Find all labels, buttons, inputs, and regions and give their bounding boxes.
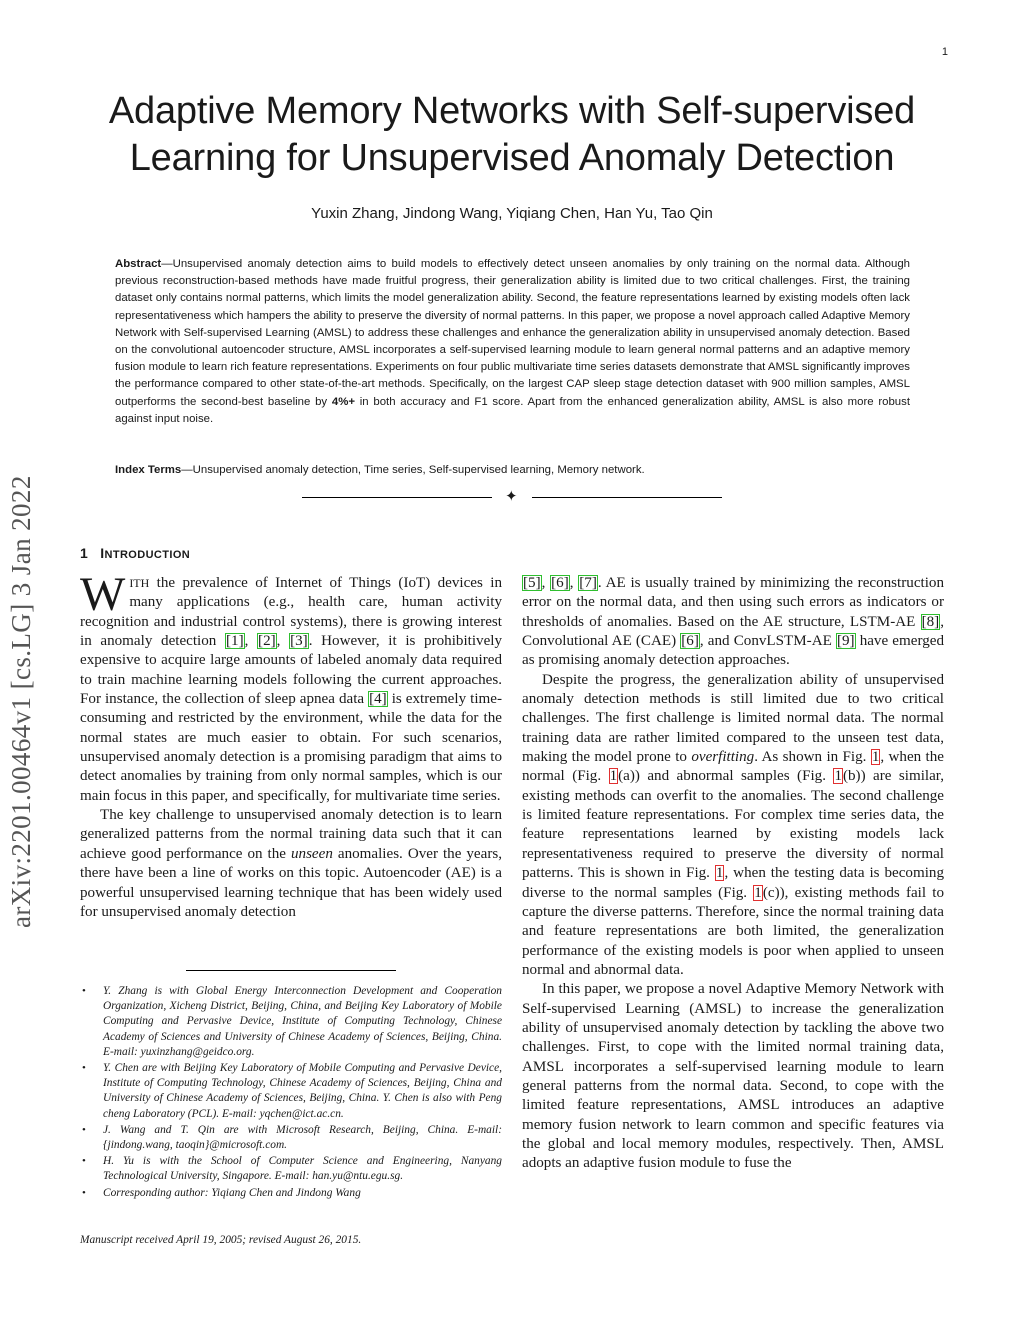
abstract-text-end: in both accuracy and F1 score. Apart from the enhanced generalization ability, AMSL is also more robust against input noise. xyxy=(115,395,910,425)
footnote-text: Corresponding author: Yiqiang Chen and Jindong Wang xyxy=(103,1186,361,1199)
footnote-rule xyxy=(186,970,396,971)
paragraph-text: (b)) are similar, existing methods can overfit to the anomalies. The second challenge is limited feature representations. For complex time series data, the feature representations learned by existing models lack representativeness required to preserve the diversity of normal patterns. This is shown in Fig. xyxy=(522,768,944,882)
footnote-item xyxy=(80,1154,502,1184)
paragraph-text: Despite the progress, the generalization ability of unsupervised anomaly detection methods is still limited due to two critical challenges. The first challenge is limited normal data. The normal training data are rather limited compared to the unseen test data, making the model prone to xyxy=(522,671,944,766)
emphasis-text: overfitting xyxy=(691,749,755,766)
index-terms-label: Index Terms xyxy=(115,464,182,476)
body-column-right xyxy=(522,574,944,1174)
bullet-icon: • xyxy=(82,1155,86,1168)
paragraph-intro-1 xyxy=(80,568,503,806)
paragraph-text: have emerged as promising anomaly detection approaches. xyxy=(522,633,944,669)
section-title-rest: NTRODUCTION xyxy=(104,549,191,561)
emphasis-text: unseen xyxy=(290,845,333,862)
index-terms xyxy=(115,464,910,476)
paragraph-intro-3 xyxy=(522,671,944,981)
footnote-item xyxy=(80,984,502,1060)
paragraph-text: anomalies. Over the years, there have been a line of works on this topic. Autoencoder (AE) is a powerful unsupervised learning technique that has been widely used for unsupervised anomaly detection xyxy=(80,845,503,920)
paragraph-text: (a)) and abnormal samples (Fig. xyxy=(618,768,834,785)
body-column-left xyxy=(80,568,503,922)
divider-line-left xyxy=(302,497,492,498)
paper-title xyxy=(60,88,964,182)
citation-link[interactable]: [4] xyxy=(369,691,387,708)
bullet-icon: • xyxy=(82,985,86,997)
paragraph-intro-4: In this paper, we propose a novel Adaptive Memory Network with Self-supervised Learning (AMSL) to increase the generalization ability of unsupervised anomaly detection by tackling the above two challenges. First, to cope with the limited normal training data, AMSL incorporates a self-supervised learning module to learn general patterns from the normal data. Second, to cope with the limited feature representations, AMSL introduces an adaptive memory fusion network to learn common and specific features via the global and local memory modules, respectively. Then, AMSL adopts an adaptive fusion module to fuse the xyxy=(522,981,944,1172)
section-number: 1 xyxy=(80,545,89,561)
drop-cap: W xyxy=(80,568,126,621)
bullet-icon: • xyxy=(82,1186,86,1199)
citation-link[interactable]: [6] xyxy=(681,633,699,650)
footnote-item xyxy=(80,1061,502,1122)
footnote-item xyxy=(80,1123,502,1153)
footnote-item xyxy=(80,1186,502,1201)
paragraph-text: , and ConvLSTM-AE xyxy=(699,633,836,650)
citation-link[interactable]: [9] xyxy=(836,633,855,650)
paragraph-text: the prevalence of Internet of Things (IoT) devices in many applications (e.g., health care, human activity recognition and industrial control systems), there is growing interest in anomaly detection xyxy=(80,575,502,650)
abstract-text: —Unsupervised anomaly detection aims to build models to effectively detect unseen anomalies by only training on the normal data. Although previous reconstruction-based methods have made fruitful progress, their generalization ability is limited due to two critical challenges. First, the training dataset only contains normal patterns, which limits the model generalization ability. Second, the feature representations learned by existing models often lack representativeness which hampers the ability to preserve the diversity of normal patterns. In this paper, we propose a novel approach called Adaptive Memory Network with Self-supervised Learning (AMSL) to address these challenges and enhance the generalization ability in unsupervised anomaly detection. Based on the convolutional autoencoder structure, AMSL incorporates a self-supervised learning module to learn general normal patterns and an adaptive memory fusion module to learn rich feature representations. Experiments on four public multivariate time series datasets demonstrate that AMSL significantly improves the performance compared to other state-of-the-art methods. Specifically, on the largest CAP sleep stage detection dataset with 900 million samples, AMSL outperforms the second-best baseline by xyxy=(115,258,910,408)
citation-link[interactable]: [7] xyxy=(579,575,597,591)
figure-link[interactable]: 1 xyxy=(871,749,880,766)
figure-link[interactable]: 1 xyxy=(609,768,618,785)
citation-link[interactable]: [2] xyxy=(258,633,276,650)
manuscript-note: Manuscript received April 19, 2005; revised August 26, 2015. xyxy=(80,1234,362,1246)
paragraph-text: . As shown in Fig. xyxy=(754,749,871,766)
bullet-icon: • xyxy=(82,1123,86,1136)
paragraph-text: . AE is usually trained by minimizing the reconstruction error on the normal data, and then using such errors as indicators or thresholds of anomalies. Based on the AE structure, LSTM-AE xyxy=(522,575,945,630)
paragraph-text: (c)), existing methods fail to capture the diverse patterns. Therefore, since the normal training data and feature representations are both limited, the generalization performance of the existing models is poor when applied to unseen normal and abnormal data. xyxy=(522,884,944,978)
abstract xyxy=(115,256,910,428)
citation-link[interactable]: [6] xyxy=(551,575,569,591)
title-line-1: Adaptive Memory Networks with Self-supervised xyxy=(108,90,916,132)
index-terms-text: —Unsupervised anomaly detection, Time series, Self-supervised learning, Memory network. xyxy=(181,464,645,476)
paragraph-text: , when the testing data is becoming diverse to the normal samples (Fig. xyxy=(522,865,944,901)
paragraph-text: , xyxy=(569,575,579,591)
citation-link[interactable]: [8] xyxy=(921,613,940,630)
paragraph-text: , when the normal (Fig. xyxy=(522,749,944,785)
figure-link[interactable]: 1 xyxy=(834,768,842,785)
citation-link[interactable]: [3] xyxy=(290,633,308,650)
paragraph-text: , xyxy=(541,575,551,591)
citation-link[interactable]: [5] xyxy=(523,575,541,591)
footnote-text: H. Yu is with the School of Computer Science and Engineering, Nanyang Technological University, Singapore. E-mail: han.yu@ntu.egu.sg. xyxy=(103,1155,502,1183)
abstract-label: Abstract xyxy=(115,258,162,270)
paragraph-intro-2 xyxy=(80,806,502,922)
paragraph-text: is extremely time-consuming and restricted by the environment, while the data for the normal states are much easier to obtain. For such scenarios, unsupervised anomaly detection is a promising paradigm that aims to detect anomalies by training from only normal samples, which is our main focus in this paper, and specifically, for multivariate time series. xyxy=(80,691,502,804)
arxiv-identifier: arXiv:2201.00464v1 [cs.LG] 3 Jan 2022 xyxy=(6,475,36,928)
paragraph-text: , Convolutional AE (CAE) xyxy=(522,613,944,650)
figure-link[interactable]: 1 xyxy=(715,865,724,882)
author-list: Yuxin Zhang, Jindong Wang, Yiqiang Chen, Han Yu, Tao Qin xyxy=(311,205,713,222)
title-line-2: Learning for Unsupervised Anomaly Detection xyxy=(129,137,895,179)
page-number: 1 xyxy=(941,46,948,58)
paragraph-text: The key challenge to unsupervised anomaly detection is to learn generalized patterns from the normal training data such that it can achieve good performance on the xyxy=(80,807,502,862)
drop-cap-small-caps: ITH xyxy=(129,576,150,590)
citation-link[interactable]: [1] xyxy=(226,633,244,650)
section-title-initial: I xyxy=(100,545,105,561)
footnote-text: Y. Chen are with Beijing Key Laboratory of Mobile Computing and Pervasive Device, Institute of Computing Technology, Chinese Academy of Sciences, Beijing, China and University of Chinese Academy of Sciences, Beijing, China. Y. Chen is also with Peng cheng Laboratory (PCL). E-mail: yqchen@ict.ac.cn. xyxy=(103,1062,502,1120)
abstract-emphasis: 4%+ xyxy=(331,395,355,408)
footnote-text: J. Wang and T. Qin are with Microsoft Research, Beijing, China. E-mail: {jindong.wang, taoqin}@microsoft.com. xyxy=(103,1123,502,1152)
paragraph-text: , xyxy=(244,633,258,650)
paragraph-text: . However, it is prohibitively expensive to acquire large amounts of labeled anomaly data required to train machine learning models following the current approaches. For instance, the collection of sleep apnea data xyxy=(80,633,503,708)
author-footnotes xyxy=(80,984,502,1202)
bullet-icon: • xyxy=(82,1062,86,1075)
divider-line-right xyxy=(532,497,722,498)
paragraph-text: , xyxy=(276,633,290,650)
footnote-text: Y. Zhang is with Global Energy Interconnection Development and Cooperation Organization, Xicheng District, Beijing, China, and Beijing Key Laboratory of Mobile Computing and Pervasive Device, Institute of Computing Technology, Chinese Academy of Sciences and University of Chinese Academy of Sciences, Beijing, China. E-mail: yuxinzhang@geidco.org. xyxy=(103,985,502,1058)
paragraph-intro-2-continued xyxy=(522,574,944,671)
section-heading xyxy=(80,545,190,561)
divider-diamond-icon: ✦ xyxy=(505,489,518,505)
figure-link[interactable]: 1 xyxy=(754,884,762,901)
